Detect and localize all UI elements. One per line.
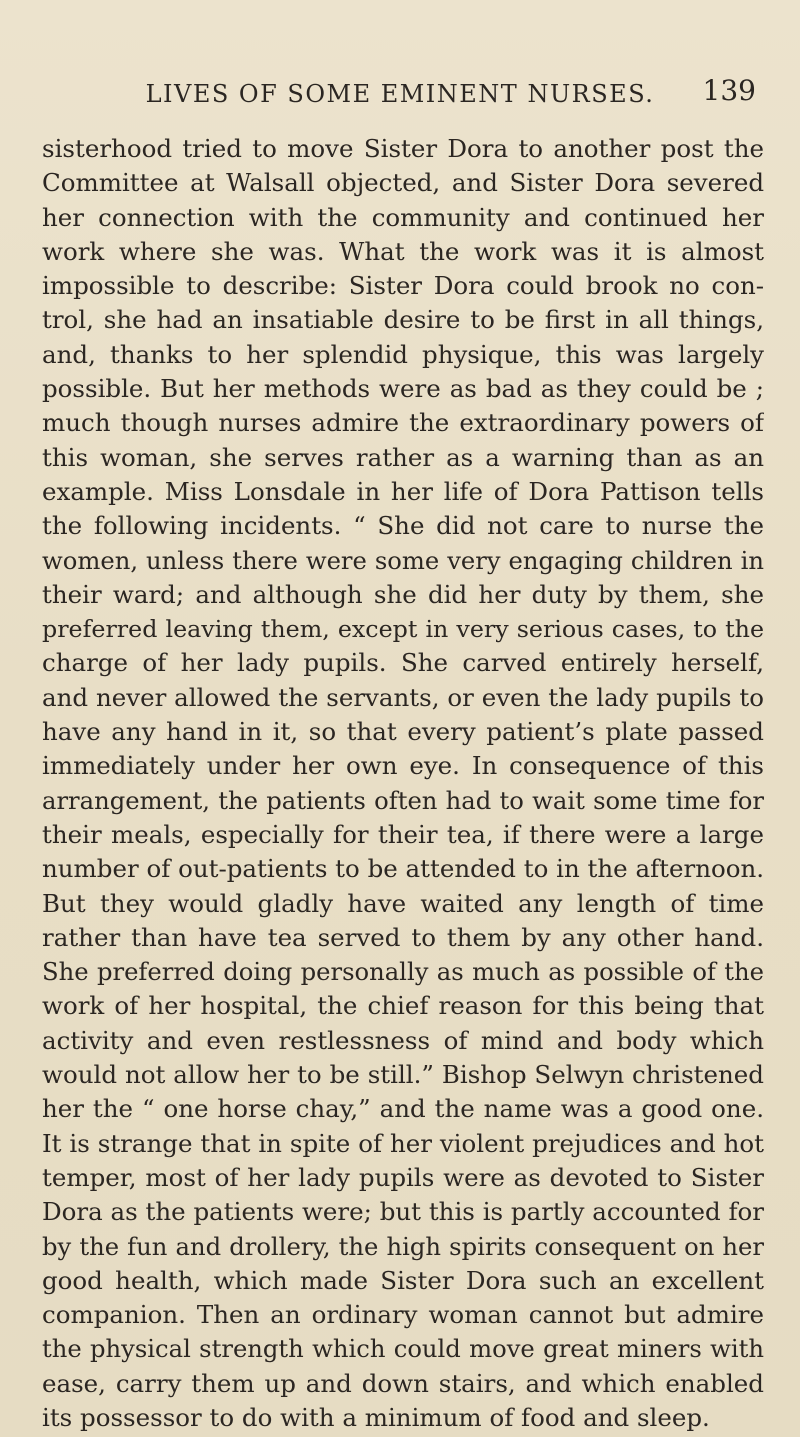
- text-line: Dora as the patients were; but this is partly accounted for: [42, 1197, 764, 1227]
- text-line: her the “ one horse chay,” and the name was a good one.: [42, 1094, 764, 1124]
- text-line: work of her hospital, the chief reason for this being that: [42, 991, 764, 1021]
- text-line: its possessor to do with a minimum of food and sleep.: [42, 1402, 710, 1432]
- text-line: rather than have tea served to them by any other hand.: [42, 922, 764, 952]
- text-line: charge of her lady pupils. She carved entirely herself,: [42, 648, 764, 678]
- text-line: by the fun and drollery, the high spirits consequent on her: [42, 1231, 764, 1261]
- text-line: It is strange that in spite of her violent prejudices and hot: [42, 1128, 764, 1158]
- text-line: and never allowed the servants, or even the lady pupils to: [42, 682, 764, 712]
- text-line: their ward; and although she did her duty by them, she: [42, 579, 764, 609]
- text-line: temper, most of her lady pupils were as devoted to Sister: [42, 1162, 764, 1192]
- text-line: would not allow her to be still.” Bishop Selwyn christened: [42, 1060, 764, 1090]
- text-line: She preferred doing personally as much as possible of the: [42, 957, 764, 987]
- text-line: impossible to describe: Sister Dora could brook no con-: [42, 271, 764, 301]
- text-line: Committee at Walsall objected, and Sister Dora severed: [42, 168, 764, 198]
- text-line: and, thanks to her splendid physique, this was largely: [42, 339, 764, 369]
- text-line: the physical strength which could move great miners with: [42, 1334, 764, 1364]
- text-line: arrangement, the patients often had to wait some time for: [42, 785, 764, 815]
- text-line: work where she was. What the work was it is almost: [42, 236, 764, 266]
- text-line: immediately under her own eye. In consequence of this: [42, 751, 764, 781]
- text-line: much though nurses admire the extraordinary powers of: [42, 408, 764, 438]
- text-line: preferred leaving them, except in very serious cases, to the: [42, 615, 764, 644]
- text-line: number of out-patients to be attended to in the afternoon.: [42, 854, 764, 884]
- body-text: [42, 132, 764, 1435]
- text-line: this woman, she serves rather as a warning than as an: [42, 442, 764, 472]
- text-line: their meals, especially for their tea, if there were a large: [42, 819, 764, 849]
- text-line: But they would gladly have waited any length of time: [42, 888, 764, 918]
- text-line: ease, carry them up and down stairs, and which enabled: [42, 1368, 764, 1398]
- text-line: activity and even restlessness of mind and body which: [42, 1025, 764, 1055]
- text-line: companion. Then an ordinary woman cannot but admire: [42, 1300, 764, 1330]
- text-line: women, unless there were some very engaging children in: [42, 545, 764, 575]
- text-line: trol, she had an insatiable desire to be first in all things,: [42, 305, 764, 335]
- page-number: 139: [702, 74, 756, 107]
- text-line: possible. But her methods were as bad as they could be ;: [42, 374, 764, 404]
- text-line: sisterhood tried to move Sister Dora to another post the: [42, 134, 764, 163]
- text-line: her connection with the community and continued her: [42, 202, 764, 232]
- text-line: example. Miss Lonsdale in her life of Dora Pattison tells: [42, 476, 764, 506]
- text-line: good health, which made Sister Dora such an excellent: [42, 1265, 764, 1295]
- running-title: LIVES OF SOME EMINENT NURSES.: [145, 80, 655, 108]
- running-head: [0, 72, 800, 112]
- text-line: have any hand in it, so that every patient’s plate passed: [42, 717, 764, 747]
- text-line: the following incidents. “ She did not care to nurse the: [42, 511, 764, 541]
